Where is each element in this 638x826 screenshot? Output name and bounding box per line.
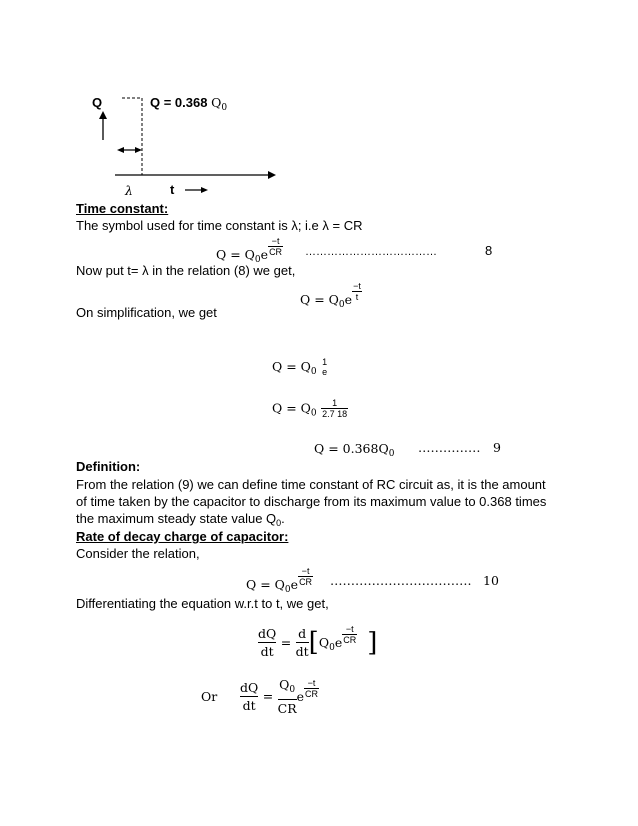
lambda-span-arrow-right [135,147,142,153]
lambda-span-arrow-left [117,147,124,153]
equation-10-dots: ……………………………. [330,573,472,588]
equation-q-over-2718: $Q = Q_0$ $\frac{1}{2.7 18}$ [272,398,348,419]
q-axis-arrowhead [99,111,107,119]
time-axis-arrowhead [268,171,276,179]
equation-10-number: 10 [483,573,499,588]
definition-line-3: the maximum steady state value $Q_0$. [76,511,285,528]
equation-9-dots: …………… [418,440,481,455]
equation-8: $Q = Q_0e$ $\frac{-t}{CR}$ [216,236,283,265]
equation-8-number: 8 [485,243,493,258]
time-constant-heading: Time constant: [76,201,169,216]
decay-heading: Rate of decay charge of capacitor: [76,529,289,544]
or-label: Or [201,689,218,704]
derivative-equation: $\frac{dQ}{dt}$ = $\frac{d}{dt}$ [$Q_0e$ $\frac{-t}{CR}$ ] [258,624,378,660]
figure-q-value: Q = 0.368 $Q_0$ [150,95,228,113]
figure-q-label: Q [92,95,103,110]
figure-lambda-label: λ [125,183,133,198]
equation-8-dots: ……………………………… [305,246,437,258]
equation-9-number: 9 [493,440,501,455]
consider-line: Consider the relation, [76,546,200,561]
definition-line-1: From the relation (9) we can define time constant of RC circuit as, it is the amount [76,477,546,492]
definition-line-2: of time taken by the capacitor to discharge from its maximum value to 0.368 times [76,494,547,509]
equation-10: $Q = Q_0e$ $\frac{-t}{CR}$ [246,566,313,595]
equation-q-over-e: $Q = Q_0$ 1 e [272,357,328,378]
definition-heading: Definition: [76,459,141,474]
t-arrowhead [201,187,208,193]
time-constant-line: The symbol used for time constant is λ; i.e λ = CR [76,218,363,233]
equation-put-t: $Q = Q_0e$ $\frac{-t}{t}$ [300,281,361,310]
simplification-line: On simplification, we get [76,305,217,320]
put-t-line: Now put t= λ in the relation (8) we get, [76,263,296,278]
equation-9: $Q = 0.368Q_0$ [314,441,395,459]
derivative-result-equation: $\frac{dQ}{dt}$ = $\frac{Q_0}{CR}$ e $\frac{-t}{CR}$ [240,677,319,716]
differentiating-line: Differentiating the equation w.r.t to t, we get, [76,596,329,611]
figure-t-label: t [170,182,175,197]
